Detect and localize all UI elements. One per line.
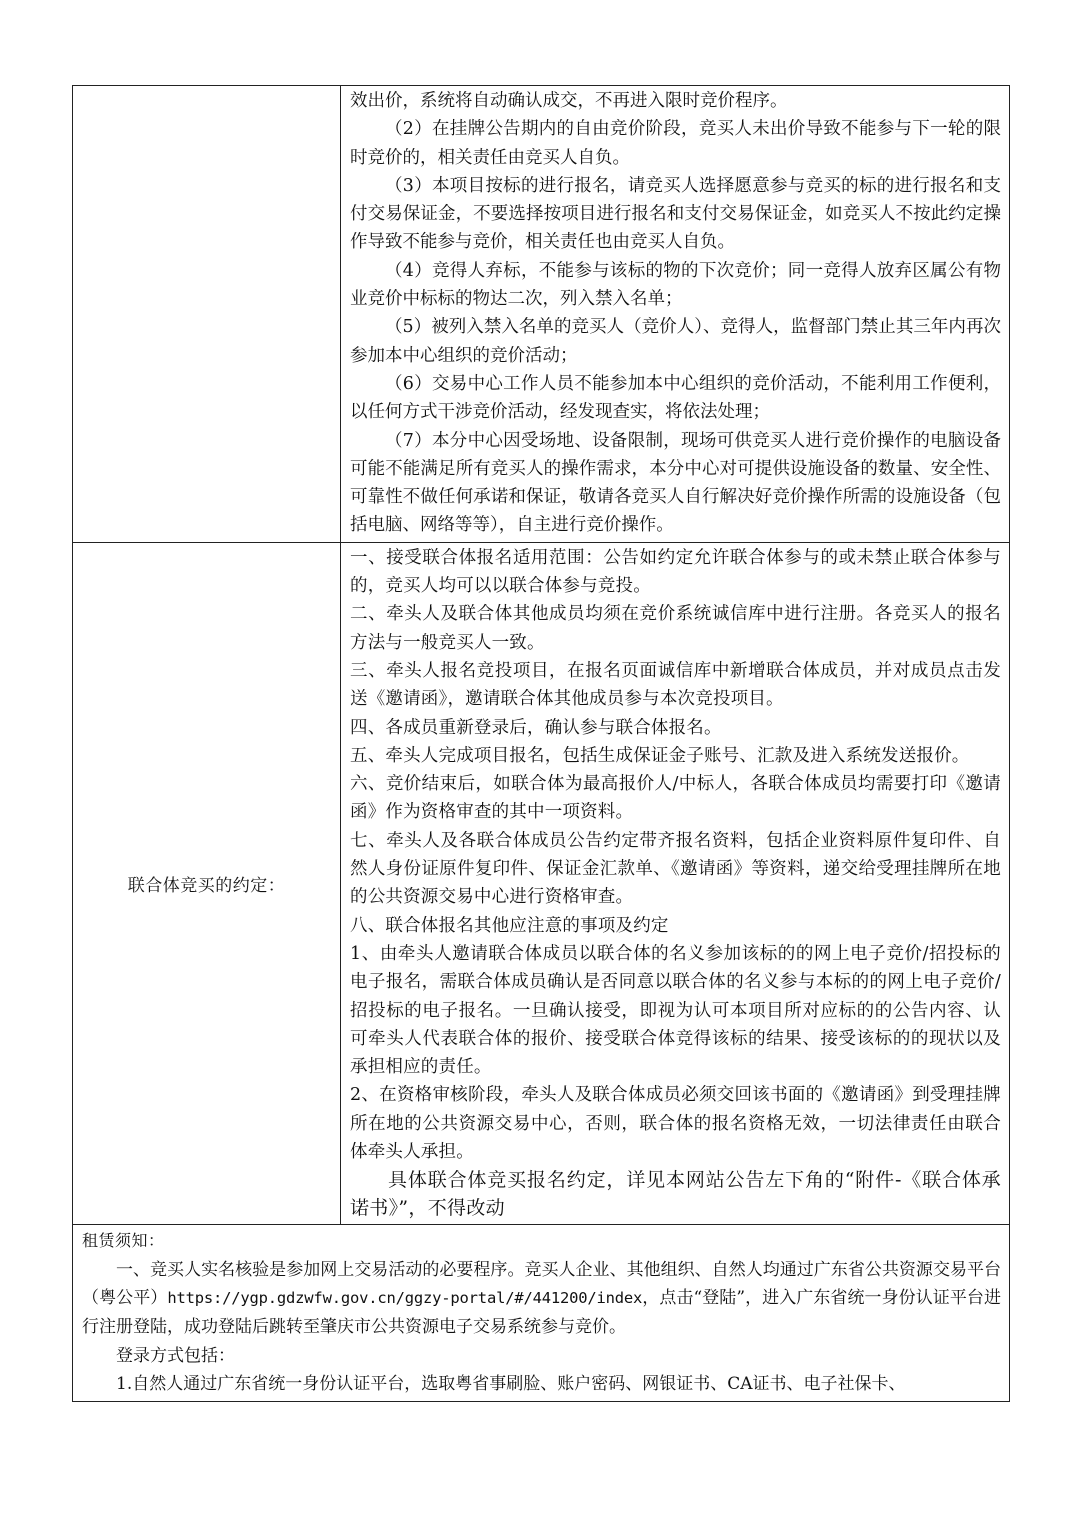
consortium-paragraph: 三、牵头人报名竞投项目，在报名页面诚信库中新增联合体成员，并对成员点击发送《邀请函》，邀请联合体其他成员参与本次竞投项目。 [350,660,1001,710]
rules-paragraph: （4）竞得人弃标，不能参与该标的物的下次竞价；同一竞得人放弃区属公有物业竞价中标标的物达二次，列入禁入名单； [350,260,1001,310]
consortium-paragraph: 五、牵头人完成项目报名，包括生成保证金子账号、汇款及进入系统发送报价。 [350,745,970,766]
consortium-paragraph: 1、由牵头人邀请联合体成员以联合体的名义参加该标的的网上电子竞价/招投标的电子报名，需联合体成员确认是否同意以联合体的名义参与本标的的网上电子竞价/招投标的电子报名。一旦确认接受，即视为认可本项目所对应标的的公告内容、认可牵头人代表联合体的报价、接受联合体竞得该标的结果、接受该标的的现状以及承担相应的责任。 [350,943,1001,1078]
consortium-attachment-note: 具体联合体竞买报名约定，详见本网站公告左下角的“附件-《联合体承诺书》”，不得改动 [350,1169,1001,1220]
rules-label-cell [73,86,341,543]
consortium-paragraph: 八、联合体报名其他应注意的事项及约定 [350,915,669,936]
consortium-row [73,542,1010,1225]
rental-content-cell [73,1225,1010,1402]
consortium-paragraph: 七、牵头人及各联合体成员公告约定带齐报名资料，包括企业资料原件复印件、自然人身份证原件复印件、保证金汇款单、《邀请函》等资料，递交给受理挂牌所在地的公共资源交易中心进行资格审查。 [350,830,1001,908]
rules-paragraph: （2）在挂牌公告期内的自由竞价阶段，竞买人未出价导致不能参与下一轮的限时竞价的，相关责任由竞买人自负。 [350,119,1001,168]
rental-heading: 租赁须知： [82,1231,165,1251]
rental-text: 一、竞买人实名核验是参加网上交易活动的必要程序。竞买人企业、其他组织、自然人均通过广东省公共资源交易平台（粤公平） [82,1259,1001,1309]
consortium-paragraph: 二、牵头人及联合体其他成员均须在竞价系统诚信库中进行注册。各竞买人的报名方法与一般竞买人一致。 [350,604,1001,653]
rules-paragraph: 效出价，系统将自动确认成交，不再进入限时竞价程序。 [350,91,788,111]
consortium-label: 联合体竞买的约定： [73,542,341,1225]
consortium-content-cell [341,542,1010,1225]
rules-row [73,86,1010,543]
rules-paragraph: （5）被列入禁入名单的竞买人（竞价人）、竞得人，监督部门禁止其三年内再次参加本中心组织的竞价活动； [350,317,1001,366]
rental-paragraph [82,1256,1001,1342]
consortium-paragraph: 六、竞价结束后，如联合体为最高报价人/中标人，各联合体成员均需要打印《邀请函》作为资格审查的其中一项资料。 [350,774,1001,823]
rental-row [73,1225,1010,1402]
consortium-paragraph: 四、各成员重新登录后，确认参与联合体报名。 [350,717,722,738]
consortium-paragraph: 2、在资格审核阶段，牵头人及联合体成员必须交回该书面的《邀请函》到受理挂牌所在地的公共资源交易中心，否则，联合体的报名资格无效，一切法律责任由联合体牵头人承担。 [350,1085,1001,1162]
rental-paragraph: 登录方式包括： [116,1345,235,1366]
platform-url-link[interactable]: https://ygp.gdzwfw.gov.cn/ggzy-portal/#/441200/index [167,1289,643,1308]
consortium-paragraph: 一、接受联合体报名适用范围：公告如约定允许联合体参与的或未禁止联合体参与的，竞买人均可以以联合体参与竞投。 [350,547,1001,597]
rules-content-cell [341,86,1010,543]
rental-paragraph: 1.自然人通过广东省统一身份认证平台，选取粤省事刷脸、账户密码、网银证书、CA证书、电子社保卡、 [116,1374,906,1395]
rules-paragraph: （7）本分中心因受场地、设备限制，现场可供竞买人进行竞价操作的电脑设备可能不能满足所有竞买人的操作需求，本分中心对可提供设施设备的数量、安全性、可靠性不做任何承诺和保证，敬请各竞买人自行解决好竞价操作所需的设施设备（包括电脑、网络等等），自主进行竞价操作。 [350,430,1001,536]
rules-paragraph: （3）本项目按标的进行报名，请竞买人选择愿意参与竞买的标的进行报名和支付交易保证金，不要选择按项目进行报名和支付交易保证金，如竞买人不按此约定操作导致不能参与竞价，相关责任也由竞买人自负。 [350,175,1001,253]
rental-text: ，点击“登陆”，进入广东省统一身份认证平台进行注册登陆，成功登陆后跳转至肇庆市公共资源电子交易系统参与竞价。 [82,1288,1001,1338]
notice-table [72,85,1010,1402]
rules-paragraph: （6）交易中心工作人员不能参加本中心组织的竞价活动，不能利用工作便利，以任何方式干涉竞价活动，经发现查实，将依法处理； [350,373,1001,423]
